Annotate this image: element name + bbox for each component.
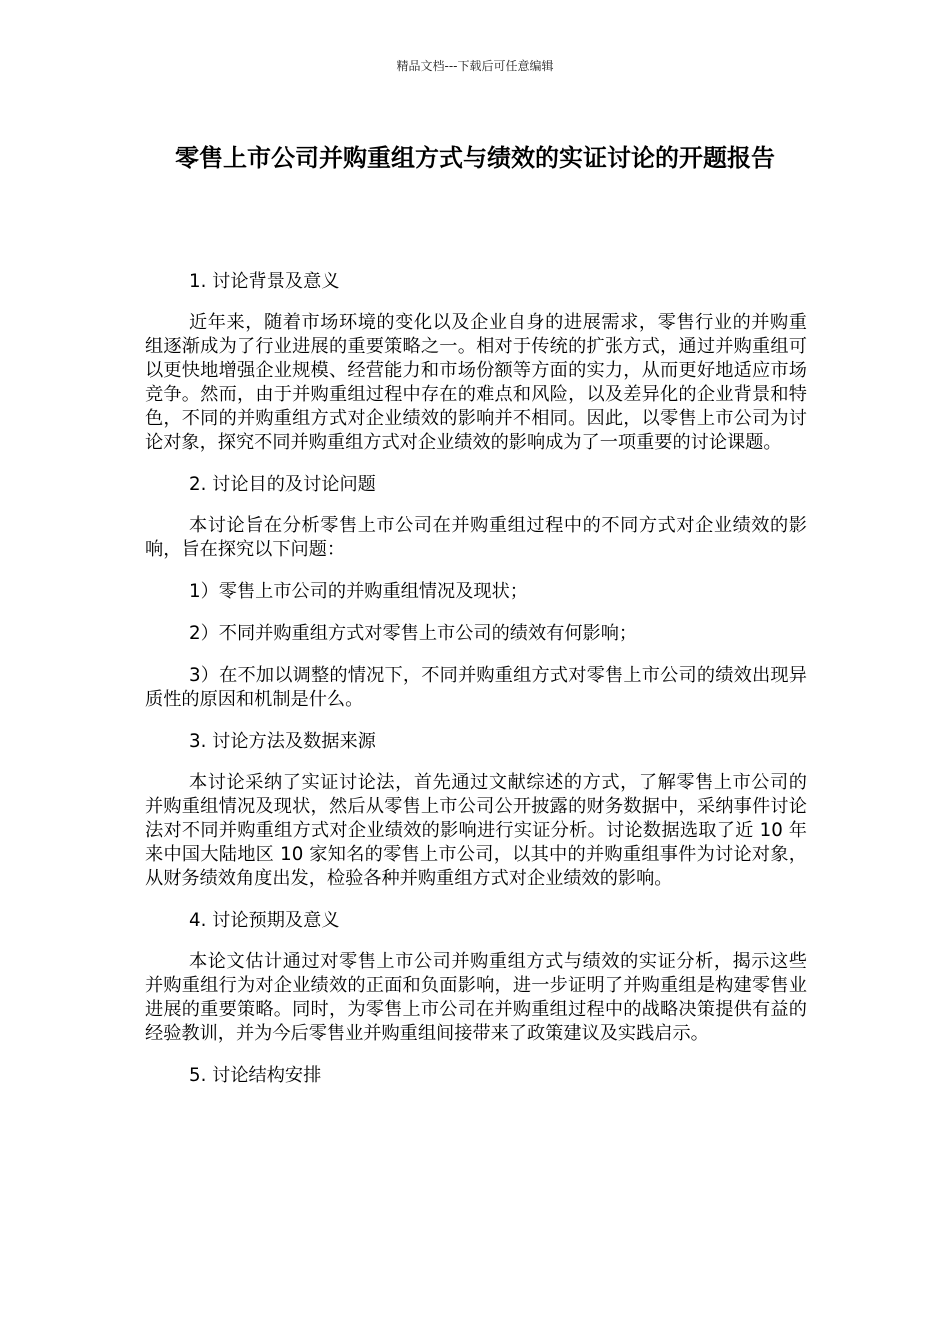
section-paragraph-background: 近年来，随着市场环境的变化以及企业自身的进展需求，零售行业的并购重组逐渐成为了行业进展的重要策略之一。相对于传统的扩张方式，通过并购重组可以更快地增强企业规模、经营能力和市场份额等方面的实力，从而更好地适应市场竞争。然而，由于并购重组过程中存在的难点和风险，以及差异化的企业背景和特色，不同的并购重组方式对企业绩效的影响并不相同。因此，以零售上市公司为讨论对象，探究不同并购重组方式对企业绩效的影响成为了一项重要的讨论课题。: [145, 312, 807, 453]
section-paragraph-expectations: 本论文估计通过对零售上市公司并购重组方式与绩效的实证分析，揭示这些并购重组行为对企业绩效的正面和负面影响，进一步证明了并购重组是构建零售业进展的重要策略。同时，为零售上市公司在并购重组过程中的战略决策提供有益的经验教训，并为今后零售业并购重组间接带来了政策建议及实践启示。: [145, 951, 807, 1044]
document-title: 零售上市公司并购重组方式与绩效的实证讨论的开题报告: [175, 144, 775, 172]
document-body: [145, 270, 807, 1088]
question-item: 1）零售上市公司的并购重组情况及现状；: [189, 581, 528, 602]
section-heading-objectives: 2. 讨论目的及讨论问题: [189, 474, 376, 495]
section-heading-structure: 5. 讨论结构安排: [189, 1065, 322, 1086]
section-paragraph-methods: 本讨论采纳了实证讨论法，首先通过文献综述的方式，了解零售上市公司的并购重组情况及现状，然后从零售上市公司公开披露的财务数据中，采纳事件讨论法对不同并购重组方式对企业绩效的影响进行实证分析。讨论数据选取了近 10 年来中国大陆地区 10 家知名的零售上市公司，以其中的并购重组事件为讨论对象，从财务绩效角度出发，检验各种并购重组方式对企业绩效的影响。: [145, 772, 807, 889]
section-heading-expectations: 4. 讨论预期及意义: [189, 910, 340, 931]
section-paragraph-objectives: 本讨论旨在分析零售上市公司在并购重组过程中的不同方式对企业绩效的影响，旨在探究以下问题：: [145, 515, 807, 560]
header-note: 精品文档---下载后可任意编辑: [396, 59, 554, 73]
question-item: 2）不同并购重组方式对零售上市公司的绩效有何影响；: [189, 623, 638, 644]
question-item: 3）在不加以调整的情况下，不同并购重组方式对零售上市公司的绩效出现异质性的原因和机制是什么。: [145, 665, 807, 710]
section-heading-methods: 3. 讨论方法及数据来源: [189, 731, 376, 752]
section-heading-background: 1. 讨论背景及意义: [189, 271, 340, 292]
